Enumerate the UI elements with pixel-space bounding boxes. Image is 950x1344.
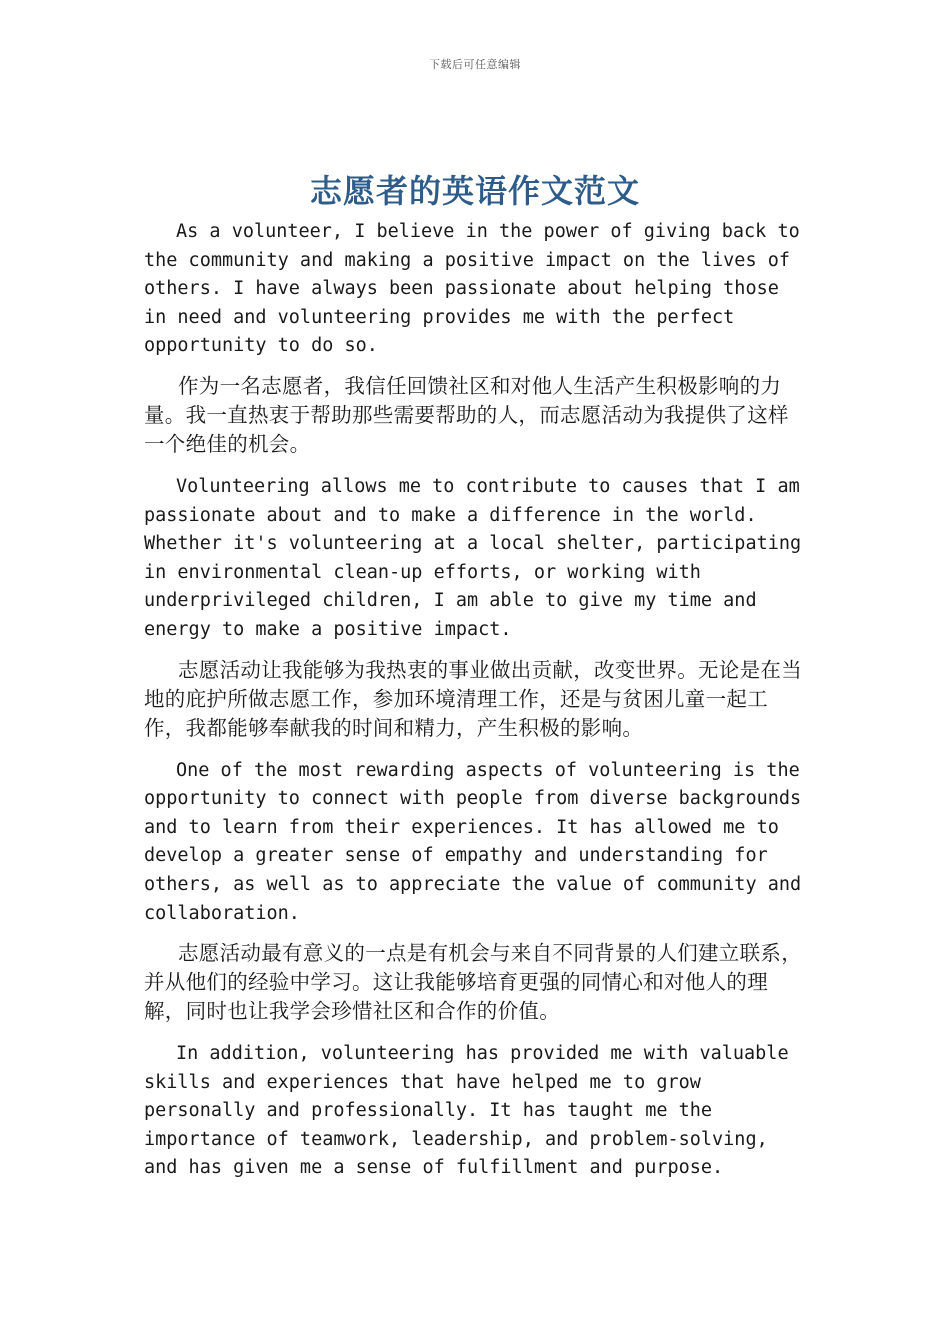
header-note: 下载后可任意编辑 xyxy=(429,58,521,71)
paragraph-zh-1: 作为一名志愿者，我信任回馈社区和对他人生活产生积极影响的力量。我一直热衷于帮助那些需要帮助的人，而志愿活动为我提供了这样一个绝佳的机会。 xyxy=(144,373,789,456)
paragraph-zh-2: 志愿活动让我能够为我热衷的事业做出贡献，改变世界。无论是在当地的庇护所做志愿工作，参加环境清理工作，还是与贫困儿童一起工作，我都能够奉献我的时间和精力，产生积极的影响。 xyxy=(144,657,802,740)
document-body xyxy=(144,218,808,1194)
paragraph-en-3: One of the most rewarding aspects of volunteering is the opportunity to connect with people from diverse backgrounds and to learn from their experiences. It has allowed me to develop a greater sense of empathy and understanding for others, as well as to appreciate the value of community and collaboration. xyxy=(144,759,802,924)
paragraph-zh-3: 志愿活动最有意义的一点是有机会与来自不同背景的人们建立联系，并从他们的经验中学习。这让我能够培育更强的同情心和对他人的理解，同时也让我学会珍惜社区和合作的价值。 xyxy=(144,941,802,1024)
document-title: 志愿者的英语作文范文 xyxy=(309,172,640,210)
paragraph-en-4: In addition, volunteering has provided me with valuable skills and experiences that have helped me to grow personally and professionally. It has taught me the importance of teamwork, leadership, and problem-solving, and has given me a sense of fulfillment and purpose. xyxy=(144,1043,789,1179)
paragraph-en-2: Volunteering allows me to contribute to causes that I am passionate about and to make a difference in the world. Whether it's volunteering at a local shelter, participating in environmental clean-up efforts, or working with underprivileged children, I am able to give my time and energy to make a positive impact. xyxy=(144,475,802,640)
paragraph-en-1: As a volunteer, I believe in the power of giving back to the community and making a positive impact on the lives of others. I have always been passionate about helping those in need and volunteering provides me with the perfect opportunity to do so. xyxy=(144,221,800,357)
